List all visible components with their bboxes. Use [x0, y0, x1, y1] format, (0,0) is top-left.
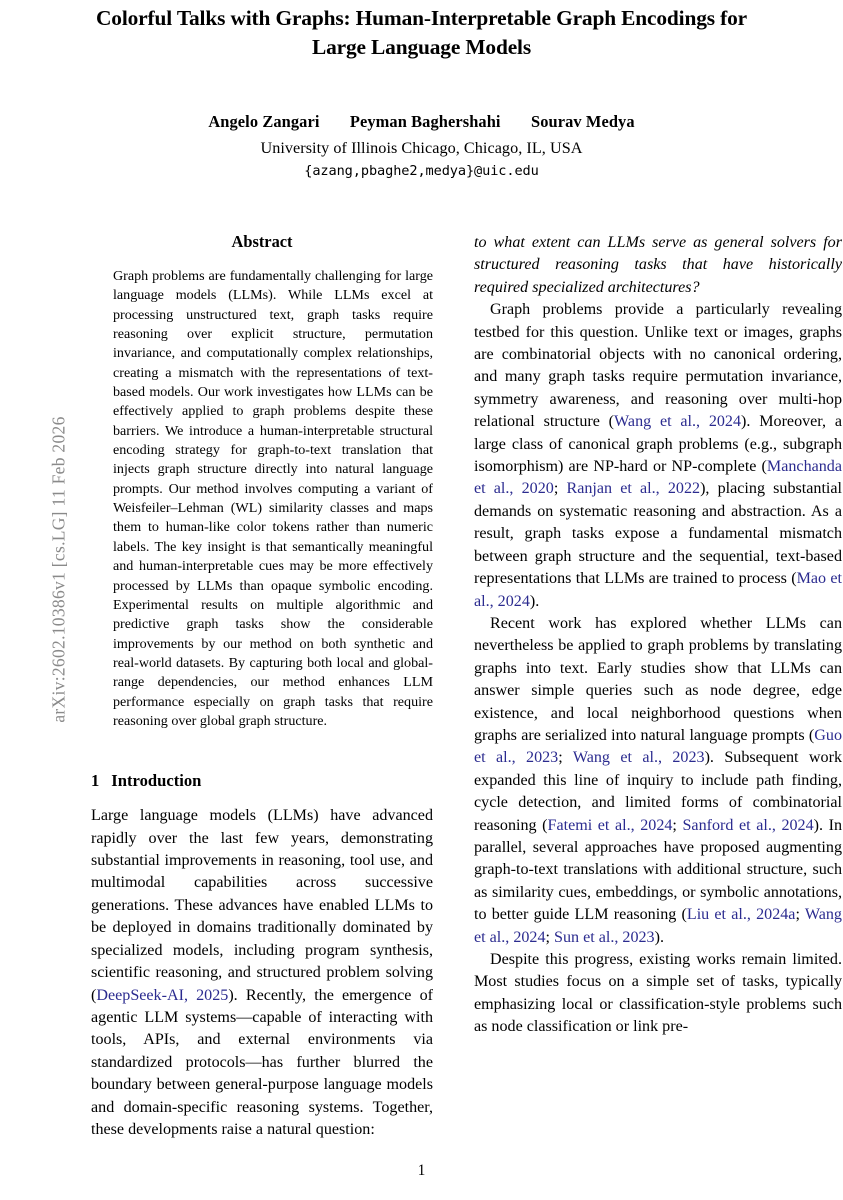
- intro-paragraph-3: [474, 613, 842, 949]
- intro-p2-text-d: ).: [529, 592, 540, 610]
- intro-p2-text-a: Graph problems provide a particularly revealing testbed for this question. Unlike text or images, graphs are combinatorial objects with no canonical ordering, and many graph tasks require permutation invariance, symmetry awareness, and reasoning over multi-hop relational structure (: [474, 301, 842, 431]
- citation-wang-2024[interactable]: Wang et al., 2024: [614, 413, 742, 431]
- intro-p3-text-a: Recent work has explored whether LLMs can nevertheless be applied to graph problems by translating graphs into text. Early studies show that LLMs can answer simple queries such as node degree, edge existence, and local neighborhood questions when graphs are serialized into natural language prompts (: [474, 614, 842, 744]
- page-title: [88, 0, 755, 62]
- intro-p1-text-a: Large language models (LLMs) have advanced rapidly over the last few years, demonstrating substantial improvements in reasoning, tool use, and multimodal capabilities across successive generations. These advances have enabled LLMs to be deployed in domains traditionally dominated by specialized models, including program synthesis, scientific reasoning, and structured problem solving (: [91, 807, 433, 1004]
- citation-liu-2024a[interactable]: Liu et al., 2024a: [686, 906, 796, 924]
- citation-sanford-2024[interactable]: Sanford et al., 2024: [682, 816, 814, 834]
- citation-wang-et-al-2024[interactable]: Wang et al., 2024: [474, 906, 842, 946]
- citation-guo-2023[interactable]: Guo et al., 2023: [474, 726, 842, 767]
- section-heading-introduction: [91, 771, 433, 791]
- intro-paragraph-2: [474, 299, 842, 613]
- page-number: 1: [417, 1162, 426, 1179]
- author-3: Sourav Medya: [531, 112, 635, 131]
- intro-paragraph-1: [91, 805, 433, 1141]
- citation-wang-2023[interactable]: Wang et al., 2023: [572, 749, 705, 767]
- paper-title-line1: Colorful Talks with Graphs: Human-Interpretable Graph Encodings for: [96, 6, 747, 30]
- intro-research-question: to what extent can LLMs serve as general solvers for structured reasoning tasks that have historically required specialized architectures?: [474, 234, 842, 296]
- intro-p3-text-b: ). Subsequent work expanded this line of inquiry to include path finding, cycle detection, and limited forms of combinatorial reasoning (: [474, 749, 842, 834]
- abstract-heading: Abstract: [231, 232, 293, 251]
- intro-paragraph-1-continued: [474, 232, 842, 299]
- intro-p2-text-b: ). Moreover, a large class of canonical graph problems (e.g., subgraph isomorphism) are NP-hard or NP-complete (: [474, 413, 842, 476]
- abstract-text: Graph problems are fundamentally challenging for large language models (LLMs). While LLMs excel at processing unstructured text, graph tasks require reasoning over explicit structure, permutation invariance, and computationally complex relationships, creating a mismatch with the representations of text-based models. Our work investigates how LLMs can be effectively applied to graph problems despite these barriers. We introduce a human-interpretable structural encoding strategy for graph-to-text translation that injects graph structure directly into natural language prompts. Our method involves computing a variant of Weisfeiler–Lehman (WL) similarity classes and maps them to human-like color tokens rather than numeric labels. The key insight is that semantically meaningful and human-interpretable cues may be more effectively processed by LLMs than opaque symbolic encoding. Experimental results on multiple algorithmic and predictive graph tasks show the considerable improvements by our method on both synthetic and real-world datasets. By capturing both local and global-range dependencies, our method enhances LLM performance especially on graph tasks that require reasoning over global graph structure.: [113, 268, 433, 729]
- left-column: [91, 232, 433, 1141]
- citation-deepseek[interactable]: DeepSeek-AI, 2025: [96, 986, 229, 1004]
- author-list: [88, 112, 755, 132]
- author-2: Peyman Baghershahi: [349, 112, 501, 131]
- intro-p1-text-b: ). Recently, the emergence of agentic LLM systems—capable of interacting with tools, APIs, and external environments via standardized protocols—has further blurred the boundary between general-purpose language models and domain-specific reasoning systems. Together, these developments raise a natural question:: [91, 986, 433, 1138]
- paper-title-line2: Large Language Models: [311, 35, 532, 59]
- author-1: Angelo Zangari: [208, 112, 320, 131]
- citation-fatemi-2024[interactable]: Fatemi et al., 2024: [547, 816, 673, 834]
- intro-p3-text-d: ).: [654, 928, 664, 946]
- intro-paragraph-4: Despite this progress, existing works remain limited. Most studies focus on a simple set of tasks, typically emphasizing local or classification-style problems such as node classification or link pre-: [474, 951, 842, 1036]
- intro-p3-sep-3: ;: [795, 906, 805, 924]
- intro-p3-sep-4: ;: [545, 928, 555, 946]
- intro-p3-sep-2: ;: [672, 816, 683, 834]
- intro-p2-text-c: ), placing substantial demands on systematic reasoning and abstraction. As a result, graph tasks expose a fundamental mismatch between graph structure and the sequential, text-based representations that LLMs are trained to process (: [474, 480, 843, 588]
- citation-manchanda-2020[interactable]: Manchanda et al., 2020: [474, 458, 842, 498]
- citation-sun-2023[interactable]: Sun et al., 2023: [554, 928, 655, 946]
- affiliation: University of Illinois Chicago, Chicago, IL, USA: [260, 139, 583, 157]
- contact-email: {azang,pbaghe2,medya}@uic.edu: [304, 163, 539, 179]
- right-column: [474, 232, 842, 1039]
- section-title: Introduction: [111, 771, 202, 791]
- intro-p2-sep-1: ;: [553, 480, 567, 498]
- citation-mao-2024[interactable]: Mao et al., 2024: [474, 570, 843, 610]
- citation-ranjan-2022[interactable]: Ranjan et al., 2022: [566, 480, 701, 498]
- arxiv-stamp: arXiv:2602.10386v1 [cs.LG] 11 Feb 2026: [48, 416, 69, 723]
- section-number: 1: [91, 771, 100, 791]
- intro-p3-text-c: ). In parallel, several approaches have proposed augmenting graph-to-text translations with additional structure, such as similarity cues, embeddings, or symbolic annotations, to better guide LLM reasoning (: [474, 816, 843, 924]
- introduction-section: [91, 771, 433, 1141]
- title-block: [88, 0, 755, 179]
- intro-p3-sep-1: ;: [558, 749, 573, 767]
